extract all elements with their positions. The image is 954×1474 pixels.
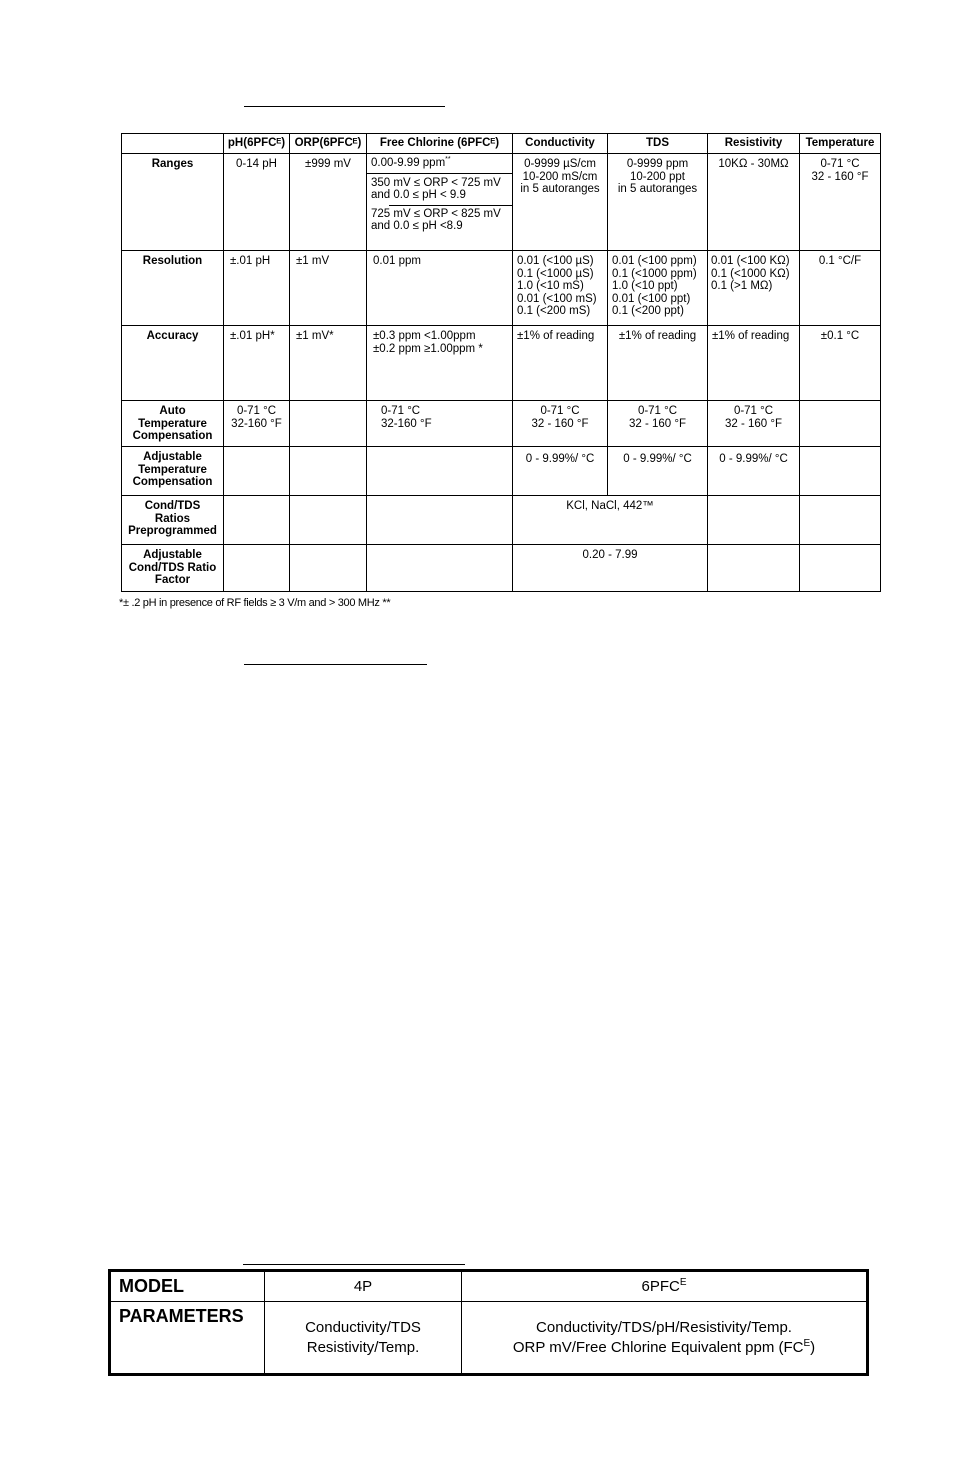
row-label: Resolution xyxy=(122,251,224,326)
cell-ph: ±.01 pH* xyxy=(224,326,290,401)
fc-condition-1: 350 mV ≤ ORP < 725 mV and 0.0 ≤ pH < 9.9 xyxy=(371,176,501,201)
row-label: Adjustable Temperature Compensation xyxy=(122,447,224,496)
fc-range-line: 0.00-9.99 ppm** xyxy=(367,154,512,174)
parameters-row xyxy=(110,1302,868,1375)
cell-free-chlorine xyxy=(367,447,513,496)
cell-cond-tds-ratios: KCl, NaCl, 442™ xyxy=(513,496,708,545)
cell-orp xyxy=(290,545,367,592)
section-rule-specifications xyxy=(244,106,445,107)
model-4p: 4P xyxy=(265,1271,462,1302)
row-resolution xyxy=(122,251,881,326)
cell-temperature xyxy=(800,545,881,592)
cell-cond-tds-ratio-factor: 0.20 - 7.99 xyxy=(513,545,708,592)
cell-free-chlorine: ±0.3 ppm <1.00ppm ±0.2 ppm ≥1.00ppm * xyxy=(367,326,513,401)
spec-footnote: *± .2 pH in presence of RF fields ≥ 3 V/m and > 300 MHz ** xyxy=(119,597,391,609)
cell-orp: ±1 mV* xyxy=(290,326,367,401)
cell-temperature xyxy=(800,447,881,496)
fc-condition-2: 725 mV ≤ ORP < 825 mV and 0.0 ≤ pH <8.9 xyxy=(371,207,501,232)
cell-resistivity xyxy=(708,545,800,592)
cell-conductivity: 0.01 (<100 µS) 0.1 (<1000 µS) 1.0 (<10 mS) 0.01 (<100 mS) 0.1 (<200 mS) xyxy=(513,251,608,326)
cell-conductivity: 0-71 °C 32 - 160 °F xyxy=(513,401,608,447)
spec-header-row xyxy=(122,134,881,154)
cell-tds: 0 - 9.99%/ °C xyxy=(608,447,708,496)
header-blank xyxy=(122,134,224,154)
cell-tds: 0-9999 ppm 10-200 ppt in 5 autoranges xyxy=(608,154,708,251)
row-cond-tds-ratios xyxy=(122,496,881,545)
cell-orp: ±999 mV xyxy=(290,154,367,251)
cell-resistivity: 0.01 (<100 KΩ) 0.1 (<1000 KΩ) 0.1 (>1 MΩ) xyxy=(708,251,800,326)
cell-resistivity: ±1% of reading xyxy=(708,326,800,401)
cell-free-chlorine xyxy=(367,545,513,592)
row-label: Auto Temperature Compensation xyxy=(122,401,224,447)
header-resistivity: Resistivity xyxy=(708,134,800,154)
cell-tds: 0.01 (<100 ppm) 0.1 (<1000 ppm) 1.0 (<10 ppt) 0.01 (<100 ppt) 0.1 (<200 ppt) xyxy=(608,251,708,326)
params-6pfc: Conductivity/TDS/pH/Resistivity/Temp. ORP mV/Free Chlorine Equivalent ppm $(FC^E)$ xyxy=(462,1302,868,1375)
cell-temperature: ±0.1 °C xyxy=(800,326,881,401)
cell-resistivity: 0-71 °C 32 - 160 °F xyxy=(708,401,800,447)
cell-temperature xyxy=(800,401,881,447)
header-orp: ORP(6PFCᴱ) xyxy=(290,134,367,154)
cell-orp xyxy=(290,401,367,447)
cell-orp xyxy=(290,447,367,496)
header-tds: TDS xyxy=(608,134,708,154)
cell-temperature xyxy=(800,496,881,545)
header-free-chlorine: Free Chlorine (6PFCᴱ) xyxy=(367,134,513,154)
row-auto-temperature-compensation xyxy=(122,401,881,447)
cell-ph xyxy=(224,496,290,545)
cell-tds: 0-71 °C 32 - 160 °F xyxy=(608,401,708,447)
row-label: Accuracy xyxy=(122,326,224,401)
cell-conductivity: 0-9999 µS/cm 10-200 mS/cm in 5 autoranges xyxy=(513,154,608,251)
cell-resistivity: 0 - 9.99%/ °C xyxy=(708,447,800,496)
cell-ph xyxy=(224,447,290,496)
row-label: Adjustable Cond/TDS Ratio Factor xyxy=(122,545,224,592)
cell-free-chlorine xyxy=(367,496,513,545)
cell-conductivity: 0 - 9.99%/ °C xyxy=(513,447,608,496)
fc-condition-2-wrap xyxy=(367,205,512,236)
model-6pfc: $6PFC^E$ xyxy=(462,1271,868,1302)
row-label: Cond/TDS Ratios Preprogrammed xyxy=(122,496,224,545)
cell-tds: ±1% of reading xyxy=(608,326,708,401)
row-accuracy xyxy=(122,326,881,401)
cell-ph: 0-14 pH xyxy=(224,154,290,251)
row-label: Ranges xyxy=(122,154,224,251)
parameters-label: PARAMETERS xyxy=(110,1302,265,1375)
cell-conductivity: ±1% of reading xyxy=(513,326,608,401)
section-rule-2 xyxy=(244,664,427,665)
cell-temperature: 0-71 °C 32 - 160 °F xyxy=(800,154,881,251)
cell-ph: ±.01 pH xyxy=(224,251,290,326)
cell-orp xyxy=(290,496,367,545)
cell-ph xyxy=(224,545,290,592)
cell-free-chlorine xyxy=(367,154,513,251)
model-row xyxy=(110,1271,868,1302)
model-label: MODEL xyxy=(110,1271,265,1302)
cell-free-chlorine: 0.01 ppm xyxy=(367,251,513,326)
specifications-table xyxy=(121,133,881,592)
header-temperature: Temperature xyxy=(800,134,881,154)
cell-resistivity xyxy=(708,496,800,545)
params-4p: Conductivity/TDS Resistivity/Temp. xyxy=(265,1302,462,1375)
cell-resistivity: 10KΩ - 30MΩ xyxy=(708,154,800,251)
section-rule-3 xyxy=(243,1264,465,1265)
header-ph: pH(6PFCᴱ) xyxy=(224,134,290,154)
cell-temperature: 0.1 °C/F xyxy=(800,251,881,326)
cell-free-chlorine: 0-71 °C 32-160 °F xyxy=(367,401,513,447)
row-ranges xyxy=(122,154,881,251)
cell-orp: ±1 mV xyxy=(290,251,367,326)
cell-ph: 0-71 °C 32-160 °F xyxy=(224,401,290,447)
row-cond-tds-ratio-factor xyxy=(122,545,881,592)
row-adjustable-temperature-compensation xyxy=(122,447,881,496)
model-table xyxy=(108,1269,869,1376)
header-conductivity: Conductivity xyxy=(513,134,608,154)
